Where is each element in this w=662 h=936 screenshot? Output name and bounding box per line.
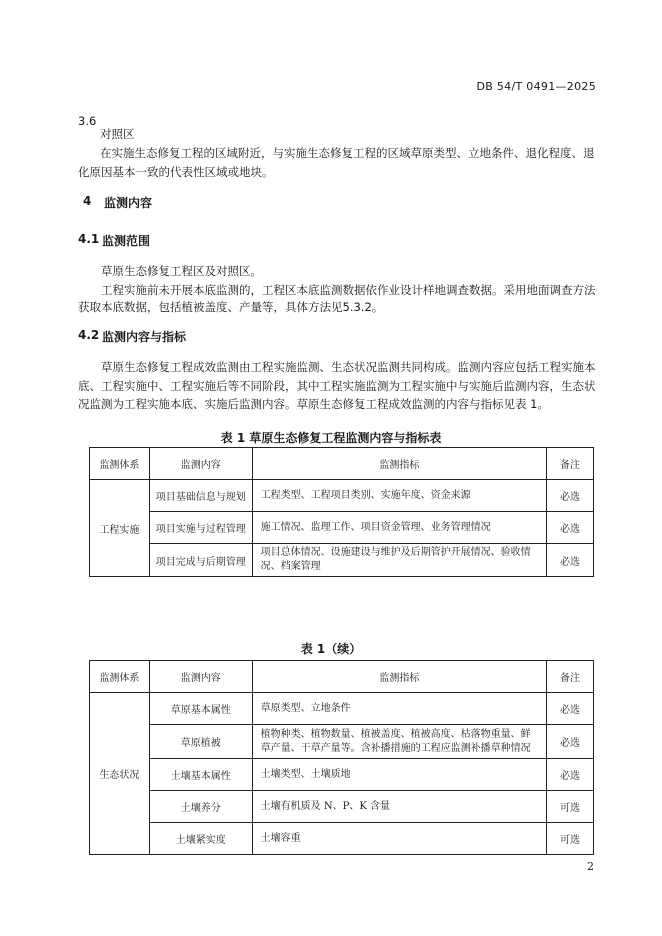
table1-cont-header-content: 监测内容	[149, 661, 252, 693]
table1-cont-header-row	[90, 661, 594, 693]
table-cell-content: 草原基本属性	[149, 693, 252, 725]
table-cell-indicator: 工程类型、工程项目类别、实施年度、资金来源	[252, 480, 546, 512]
section-4-2-number: 4.2	[78, 328, 100, 342]
page-number: 2	[587, 860, 594, 873]
table-row	[90, 725, 594, 759]
table1-caption: 表 1 草原生态修复工程监测内容与指标表	[220, 431, 442, 445]
section-4-1-para1: 草原生态修复工程区及对照区。	[101, 264, 262, 278]
table-cell-note: 可选	[547, 791, 594, 823]
table-cell-content: 项目实施与过程管理	[149, 512, 252, 544]
section-3-6-term: 对照区	[100, 127, 135, 141]
table1-cont-header-indicator: 监测指标	[252, 661, 546, 693]
table1-cont-header-system: 监测体系	[90, 661, 150, 693]
table-cell-indicator: 草原类型、立地条件	[252, 693, 546, 725]
table1-cont-header-note: 备注	[547, 661, 594, 693]
table1-header-row	[90, 448, 594, 480]
table-cell-note: 必选	[547, 725, 594, 759]
table1-header-note: 备注	[547, 448, 594, 480]
table-cell-indicator: 土壤有机质及 N、P、K 含量	[252, 791, 546, 823]
table-cell-indicator: 项目总体情况、设施建设与维护及后期管护开展情况、验收情况、档案管理	[252, 544, 546, 577]
table-cell-content: 土壤养分	[149, 791, 252, 823]
table-row	[90, 693, 594, 725]
section-4-number: 4	[83, 194, 92, 208]
table-cell-indicator: 土壤容重	[252, 823, 546, 855]
table-cell-content: 草原植被	[149, 725, 252, 759]
section-4-1-para2-line2: 获取本底数据，包括植被盖度、产量等，具体方法见5.3.2。	[78, 300, 384, 314]
standard-code: DB 54/T 0491—2025	[476, 80, 596, 93]
table-cell-indicator: 植物种类、植物数量、植被盖度、植被高度、枯落物重量、鲜草产量、干草产量等。含补播措施的工程应监测补播草种情况	[252, 725, 546, 759]
table-cell-content: 项目基础信息与规划	[149, 480, 252, 512]
table1	[89, 447, 594, 577]
section-3-6-definition-line1: 在实施生态修复工程的区域附近，与实施生态修复工程的区域草原类型、立地条件、退化程度、退	[100, 146, 595, 160]
section-4-1-title: 监测范围	[102, 234, 151, 248]
section-4-1-para2-line1: 工程实施前未开展本底监测的，工程区本底监测数据依作业设计样地调查数据。采用地面调查方法	[101, 283, 596, 297]
table-cell-note: 必选	[547, 759, 594, 791]
section-4-title: 监测内容	[104, 196, 153, 210]
table1-header-indicator: 监测指标	[252, 448, 546, 480]
table-cell-note: 可选	[547, 823, 594, 855]
table-cell-indicator: 施工情况、监理工作、项目资金管理、业务管理情况	[252, 512, 546, 544]
table1-header-content: 监测内容	[149, 448, 252, 480]
table-cell-note: 必选	[547, 693, 594, 725]
table-row	[90, 791, 594, 823]
section-4-2-para-line3: 况监测为工程实施本底、实施后监测内容。草原生态修复工程成效监测的内容与指标见表 1。	[78, 397, 549, 411]
table1-header-system: 监测体系	[90, 448, 150, 480]
section-4-2-para-line2: 底、工程实施中、工程实施后等不同阶段，其中工程实施监测为工程实施中与实施后监测内容，生态状	[78, 379, 596, 393]
section-4-2-para-line1: 草原生态修复工程成效监测由工程实施监测、生态状况监测共同构成。监测内容应包括工程实施本	[101, 360, 596, 374]
section-3-6-definition-line2: 化原因基本一致的代表性区域或地块。	[78, 165, 274, 179]
table-cell-note: 必选	[547, 544, 594, 577]
section-4-2-title: 监测内容与指标	[102, 330, 187, 344]
section-3-6-number: 3.6	[78, 114, 97, 128]
table1-cont-caption: 表 1（续）	[300, 642, 362, 656]
section-4-1-number: 4.1	[78, 232, 100, 246]
table-cell-note: 必选	[547, 480, 594, 512]
table1-cont-system-cell: 生态状况	[90, 693, 150, 855]
table-cell-content: 土壤基本属性	[149, 759, 252, 791]
table-row	[90, 759, 594, 791]
table-row	[90, 544, 594, 577]
table-cell-indicator: 土壤类型、土壤质地	[252, 759, 546, 791]
table-cell-note: 必选	[547, 512, 594, 544]
table-cell-content: 项目完成与后期管理	[149, 544, 252, 577]
table1-continued	[89, 660, 594, 855]
table-row	[90, 512, 594, 544]
table-cell-content: 土壤紧实度	[149, 823, 252, 855]
table-row	[90, 480, 594, 512]
table1-system-cell: 工程实施	[90, 480, 150, 577]
table-row	[90, 823, 594, 855]
